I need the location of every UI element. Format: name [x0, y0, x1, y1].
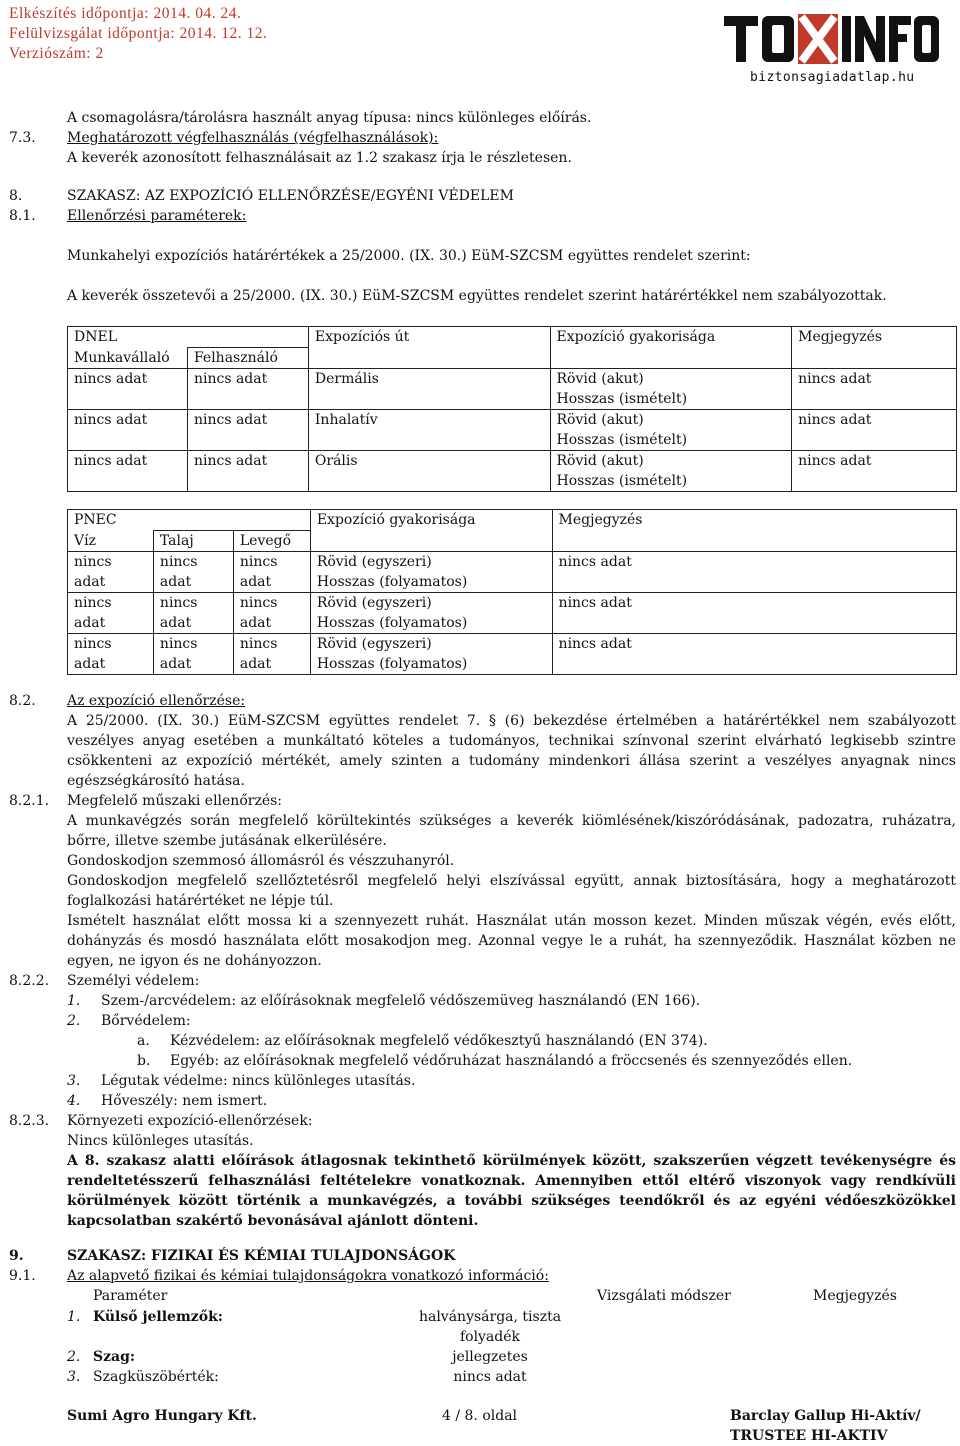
skin-protection-item: Bőrvédelem:: [101, 1013, 191, 1029]
table-cell: nincs adat: [68, 634, 154, 675]
dnel-header: DNEL: [68, 327, 309, 348]
table-cell: Rövid (akut) Hosszas (ismételt): [550, 451, 792, 492]
table-row: [68, 369, 957, 410]
appearance-label: Külső jellemzők:: [93, 1309, 223, 1325]
section-7-3-title: Meghatározott végfelhasználás (végfelhasználások):: [67, 130, 439, 146]
section-8-title: SZAKASZ: AZ EXPOZÍCIÓ ELLENŐRZÉSE/EGYÉNI VÉDELEM: [67, 188, 514, 204]
table-row: [68, 634, 957, 675]
note-header: Megjegyzés: [552, 510, 956, 552]
list-item-number: 3.: [67, 1073, 81, 1089]
table-cell: nincs adat: [552, 593, 956, 634]
revised-date: Felülvizsgálat időpontja: 2014. 12. 12.: [9, 25, 268, 42]
footer-page-number: 4 / 8. oldal: [442, 1408, 518, 1424]
list-item-number: 1.: [67, 993, 81, 1009]
section-9-title: SZAKASZ: FIZIKAI ÉS KÉMIAI TULAJDONSÁGOK: [67, 1248, 456, 1264]
odor-threshold-label: Szagküszöbérték:: [93, 1369, 219, 1385]
table-cell: nincs adat: [792, 410, 957, 451]
table-cell: nincs adat: [153, 634, 233, 675]
list-item-number: 2.: [67, 1013, 81, 1029]
components-limits-line: A keverék összetevői a 25/2000. (IX. 30.) EüM-SZCSM együttes rendelet szerint határértékkel nem szabályozottak.: [67, 288, 887, 304]
table-cell: nincs adat: [552, 552, 956, 593]
section-7-3-number: 7.3.: [9, 130, 36, 146]
section-8-2-1-number: 8.2.1.: [9, 793, 50, 809]
table-cell: nincs adat: [187, 369, 308, 410]
table-row: [68, 552, 957, 593]
odor-label: Szag:: [93, 1349, 136, 1365]
table-cell: Rövid (akut) Hosszas (ismételt): [550, 369, 792, 410]
exposure-limits-line: Munkahelyi expozíciós határértékek a 25/2000. (IX. 30.) EüM-SZCSM együttes rendelet szerint:: [67, 248, 751, 264]
thermal-hazard-item: Hőveszély: nem ismert.: [101, 1093, 268, 1109]
section-8-2-3-text: Nincs különleges utasítás.: [67, 1133, 254, 1149]
list-item-number: 3.: [67, 1369, 81, 1385]
route-header: Expozíciós út: [308, 327, 550, 369]
section-8-number: 8.: [9, 188, 23, 204]
section-8-2-1-title: Megfelelő műszaki ellenőrzés:: [67, 793, 283, 809]
table-cell: nincs adat: [792, 451, 957, 492]
table-cell: nincs adat: [68, 410, 188, 451]
pnec-table: [67, 509, 957, 675]
hand-protection-item: Kézvédelem: az előírásoknak megfelelő védőkesztyű használandó (EN 374).: [170, 1033, 708, 1049]
section-8-disclaimer: A 8. szakasz alatti előírások átlagosnak tekinthető körülmények között, szakszerűen végzett tevékenységre és rendeltetésszerű felhasználási feltételekre vonatkoznak. Amennyiben ettől eltérő viszonyok vagy rendkívüli körülmények között történik a munkavégzés, a további szükséges teendőkről és az egyéni védőeszközökkel kapcsolatban szakértő bevonásával ajánlott dönteni.: [67, 1153, 956, 1229]
section-8-1-number: 8.1.: [9, 208, 36, 224]
section-8-2-1-paragraph: A munkavégzés során megfelelő körültekintés szükséges a keverék kiömlésének/kiszóródásának, padozatra, ruházatra, bőrre, illetve szembe jutásának elkerülésére. Gondoskodjon szemmosó állomásról és vészzuhanyról. Gondoskodjon megfelelő szellőztetésről megfelelő helyi elszívással együtt, annak biztosítására, hogy a meghatározott foglalkozási határértéket ne lépje túl. Ismételt használat előtt mossa ki a szennyezett ruhát. Használat után mosson kezet. Minden műszak végén, evés előtt, dohányzás és mosdó használata előtt mosakodjon meg. Azonnal vegye le a ruhát, ha szennyeződik. Használat közben ne egyen, ne igyon és ne dohányozzon.: [67, 813, 956, 969]
list-item-number: 1.: [67, 1309, 81, 1325]
table-cell: Orális: [308, 451, 550, 492]
note-header: Megjegyzés: [792, 327, 957, 369]
table-cell: Rövid (egyszeri) Hosszas (folyamatos): [310, 634, 552, 675]
table-cell: nincs adat: [187, 410, 308, 451]
section-8-2-number: 8.2.: [9, 693, 36, 709]
table-cell: Rövid (akut) Hosszas (ismételt): [550, 410, 792, 451]
pnec-header: PNEC: [68, 510, 311, 531]
other-protection-item: Egyéb: az előírásoknak megfelelő védőruházat használandó a fröccsenés és szennyeződés ellen.: [170, 1053, 853, 1069]
table-cell: nincs adat: [153, 593, 233, 634]
method-column-header: Vizsgálati módszer: [597, 1288, 731, 1304]
appearance-value: halványsárga, tiszta folyadék: [418, 1309, 562, 1345]
table-cell: nincs adat: [68, 593, 154, 634]
section-9-1-title: Az alapvető fizikai és kémiai tulajdonságokra vonatkozó információ:: [67, 1268, 549, 1284]
section-8-2-paragraph: A 25/2000. (IX. 30.) EüM-SZCSM együttes rendelet 7. § (6) bekezdése értelmében a határértékkel nem szabályozott veszélyes anyag esetében a munkáltató köteles a tudományos, technikai színvonal szerint elvárható legkisebb szintre csökkenteni az expozíció mértékét, amely szinten a tudomány mindenkori állása szerint a veszélyes anyagnak nincs egészségkárosító hatása.: [67, 713, 956, 789]
frequency-header: Expozíció gyakorisága: [310, 510, 552, 552]
document-meta: [9, 4, 267, 64]
table-cell: nincs adat: [153, 552, 233, 593]
table-cell: nincs adat: [68, 552, 154, 593]
table-cell: nincs adat: [187, 451, 308, 492]
toxinfo-logo: [724, 12, 939, 72]
section-8-1-title: Ellenőrzési paraméterek:: [67, 208, 247, 224]
eye-protection-item: Szem-/arcvédelem: az előírásoknak megfelelő védőszemüveg használandó (EN 166).: [101, 993, 701, 1009]
created-date: Elkészítés időpontja: 2014. 04. 24.: [9, 5, 242, 22]
section-8-2-3-title: Környezeti expozíció-ellenőrzések:: [67, 1113, 313, 1129]
list-item-number: 2.: [67, 1349, 81, 1365]
section-9-1-number: 9.1.: [9, 1268, 36, 1284]
section-8-2-title: Az expozíció ellenőrzése:: [67, 693, 246, 709]
table-cell: nincs adat: [68, 451, 188, 492]
section-8-2-3-number: 8.2.3.: [9, 1113, 50, 1129]
air-header: Levegő: [233, 531, 310, 552]
frequency-header: Expozíció gyakorisága: [550, 327, 792, 369]
list-item-number: a.: [137, 1033, 150, 1049]
table-cell: Rövid (egyszeri) Hosszas (folyamatos): [310, 593, 552, 634]
table-cell: nincs adat: [233, 634, 310, 675]
table-cell: Dermális: [308, 369, 550, 410]
odor-value: jellegzetes: [452, 1349, 528, 1365]
table-cell: Inhalatív: [308, 410, 550, 451]
table-cell: Rövid (egyszeri) Hosszas (folyamatos): [310, 552, 552, 593]
list-item-number: 4.: [67, 1093, 81, 1109]
table-cell: nincs adat: [68, 369, 188, 410]
footer-company: Sumi Agro Hungary Kft.: [67, 1408, 257, 1424]
section-7-3-text: A keverék azonosított felhasználásait az 1.2 szakasz írja le részletesen.: [67, 150, 572, 166]
table-cell: nincs adat: [233, 593, 310, 634]
respiratory-protection-item: Légutak védelme: nincs különleges utasítás.: [101, 1073, 416, 1089]
list-item-number: b.: [137, 1053, 151, 1069]
table-row: [68, 327, 957, 348]
dnel-table: [67, 326, 957, 492]
consumer-header: Felhasználó: [187, 348, 308, 369]
parameter-column-header: Paraméter: [93, 1288, 168, 1304]
table-row: [68, 410, 957, 451]
logo-url: biztonsagiadatlap.hu: [750, 70, 915, 85]
soil-header: Talaj: [153, 531, 233, 552]
version-number: Verziószám: 2: [9, 45, 104, 62]
section-8-2-2-number: 8.2.2.: [9, 973, 50, 989]
section-8-2-2-title: Személyi védelem:: [67, 973, 200, 989]
water-header: Víz: [68, 531, 154, 552]
table-cell: nincs adat: [792, 369, 957, 410]
note-column-header: Megjegyzés: [813, 1288, 897, 1304]
table-row: [68, 451, 957, 492]
svg-text:TOXINFO: TOXINFO: [724, 12, 729, 13]
section-9-number: 9.: [9, 1248, 24, 1264]
worker-header: Munkavállaló: [68, 348, 188, 369]
packaging-material-line: A csomagolásra/tárolásra használt anyag típusa: nincs különleges előírás.: [67, 110, 592, 126]
table-row: [68, 593, 957, 634]
table-cell: nincs adat: [233, 552, 310, 593]
odor-threshold-value: nincs adat: [453, 1369, 527, 1385]
footer-product: Barclay Gallup Hi-Aktív/ TRUSTEE HI-AKTIV: [730, 1408, 921, 1444]
table-cell: nincs adat: [552, 634, 956, 675]
table-row: [68, 510, 957, 531]
